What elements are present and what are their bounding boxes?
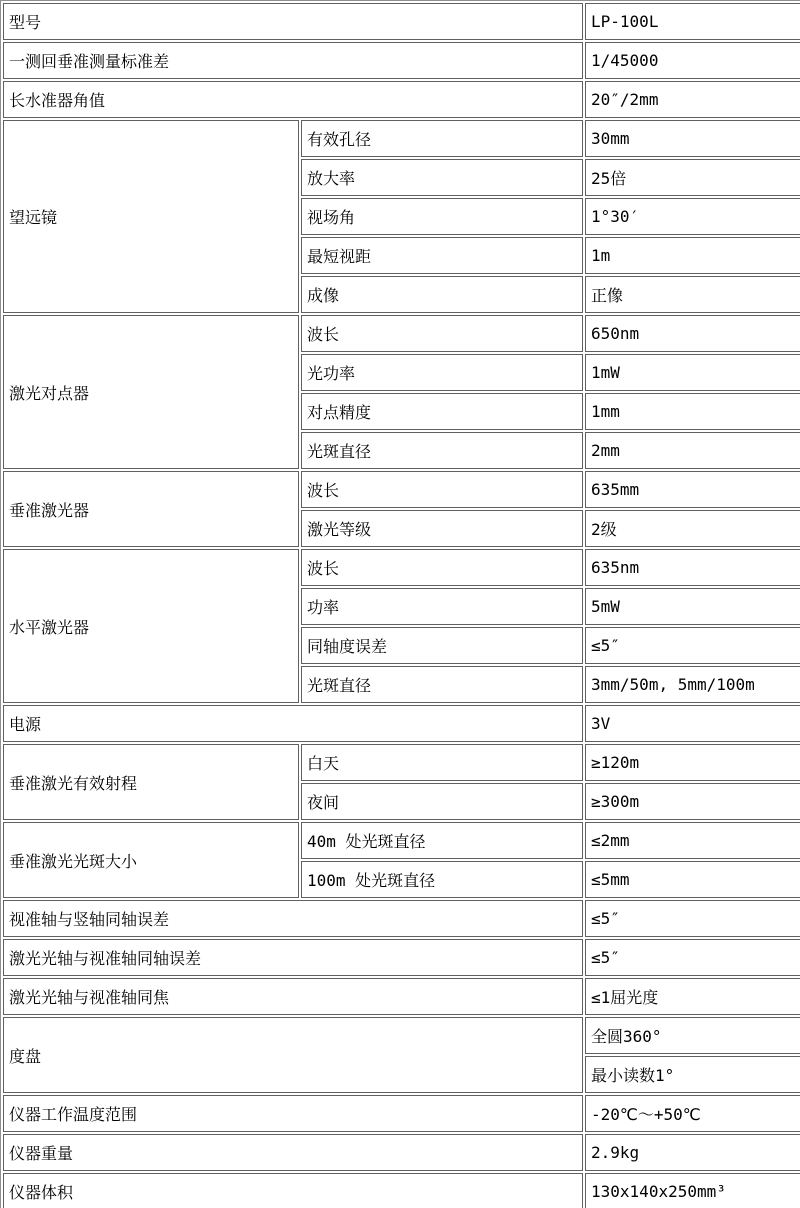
spec-value: 635mm	[585, 471, 800, 508]
spec-value: ≤2mm	[585, 822, 800, 859]
spec-sublabel: 成像	[301, 276, 583, 313]
table-row	[3, 822, 800, 859]
spec-value: 635nm	[585, 549, 800, 586]
spec-sublabel: 100m 处光斑直径	[301, 861, 583, 898]
table-row	[3, 705, 800, 742]
spec-label: 型号	[3, 3, 583, 40]
spec-value: 2.9kg	[585, 1134, 800, 1171]
spec-group-label: 激光对点器	[3, 315, 299, 469]
table-row	[3, 900, 800, 937]
spec-label: 激光光轴与视准轴同轴误差	[3, 939, 583, 976]
spec-group-label: 垂准激光有效射程	[3, 744, 299, 820]
spec-sublabel: 波长	[301, 315, 583, 352]
spec-value: 全圆360°	[585, 1017, 800, 1054]
spec-value: LP-100L	[585, 3, 800, 40]
table-row	[3, 939, 800, 976]
spec-value: ≥300m	[585, 783, 800, 820]
spec-label: 度盘	[3, 1017, 583, 1093]
spec-label: 仪器工作温度范围	[3, 1095, 583, 1132]
table-row	[3, 3, 800, 40]
spec-sublabel: 放大率	[301, 159, 583, 196]
spec-group-label: 垂准激光光斑大小	[3, 822, 299, 898]
spec-group-label: 望远镜	[3, 120, 299, 313]
spec-sublabel: 光斑直径	[301, 432, 583, 469]
spec-value: 2级	[585, 510, 800, 547]
table-row	[3, 81, 800, 118]
spec-sublabel: 对点精度	[301, 393, 583, 430]
spec-value: 1m	[585, 237, 800, 274]
table-row	[3, 744, 800, 781]
spec-value: ≤5″	[585, 939, 800, 976]
table-row	[3, 1134, 800, 1171]
spec-value: -20℃～+50℃	[585, 1095, 800, 1132]
table-row	[3, 978, 800, 1015]
spec-value: 2mm	[585, 432, 800, 469]
spec-value: ≤1屈光度	[585, 978, 800, 1015]
spec-value: 30mm	[585, 120, 800, 157]
spec-sublabel: 波长	[301, 549, 583, 586]
spec-value: ≤5mm	[585, 861, 800, 898]
spec-value: 650nm	[585, 315, 800, 352]
table-row	[3, 1017, 800, 1054]
spec-sublabel: 激光等级	[301, 510, 583, 547]
spec-value: 最小读数1°	[585, 1056, 800, 1093]
spec-sublabel: 白天	[301, 744, 583, 781]
spec-sublabel: 夜间	[301, 783, 583, 820]
spec-group-label: 水平激光器	[3, 549, 299, 703]
table-row	[3, 549, 800, 586]
spec-label: 电源	[3, 705, 583, 742]
spec-sublabel: 波长	[301, 471, 583, 508]
spec-label: 激光光轴与视准轴同焦	[3, 978, 583, 1015]
table-row	[3, 42, 800, 79]
spec-value: 5mW	[585, 588, 800, 625]
spec-label: 仪器重量	[3, 1134, 583, 1171]
spec-value: 3mm/50m, 5mm/100m	[585, 666, 800, 703]
spec-value: 1mW	[585, 354, 800, 391]
table-row	[3, 1173, 800, 1208]
spec-value: 20″/2mm	[585, 81, 800, 118]
spec-sublabel: 光功率	[301, 354, 583, 391]
spec-label: 长水准器角值	[3, 81, 583, 118]
spec-label: 一测回垂准测量标准差	[3, 42, 583, 79]
spec-value: 1°30′	[585, 198, 800, 235]
spec-value: ≤5″	[585, 627, 800, 664]
spec-label: 视准轴与竖轴同轴误差	[3, 900, 583, 937]
spec-sublabel: 有效孔径	[301, 120, 583, 157]
spec-value: 130x140x250mm³	[585, 1173, 800, 1208]
spec-value: 25倍	[585, 159, 800, 196]
spec-value: 1mm	[585, 393, 800, 430]
spec-value: ≤5″	[585, 900, 800, 937]
table-row	[3, 120, 800, 157]
spec-value: 3V	[585, 705, 800, 742]
spec-sublabel: 视场角	[301, 198, 583, 235]
spec-value: ≥120m	[585, 744, 800, 781]
spec-sublabel: 同轴度误差	[301, 627, 583, 664]
spec-label: 仪器体积	[3, 1173, 583, 1208]
table-row	[3, 315, 800, 352]
table-row	[3, 1095, 800, 1132]
spec-sublabel: 功率	[301, 588, 583, 625]
spec-sublabel: 最短视距	[301, 237, 583, 274]
spec-group-label: 垂准激光器	[3, 471, 299, 547]
spec-value: 正像	[585, 276, 800, 313]
table-row	[3, 471, 800, 508]
spec-sublabel: 光斑直径	[301, 666, 583, 703]
spec-table-body	[3, 3, 800, 1208]
spec-value: 1/45000	[585, 42, 800, 79]
spec-sublabel: 40m 处光斑直径	[301, 822, 583, 859]
